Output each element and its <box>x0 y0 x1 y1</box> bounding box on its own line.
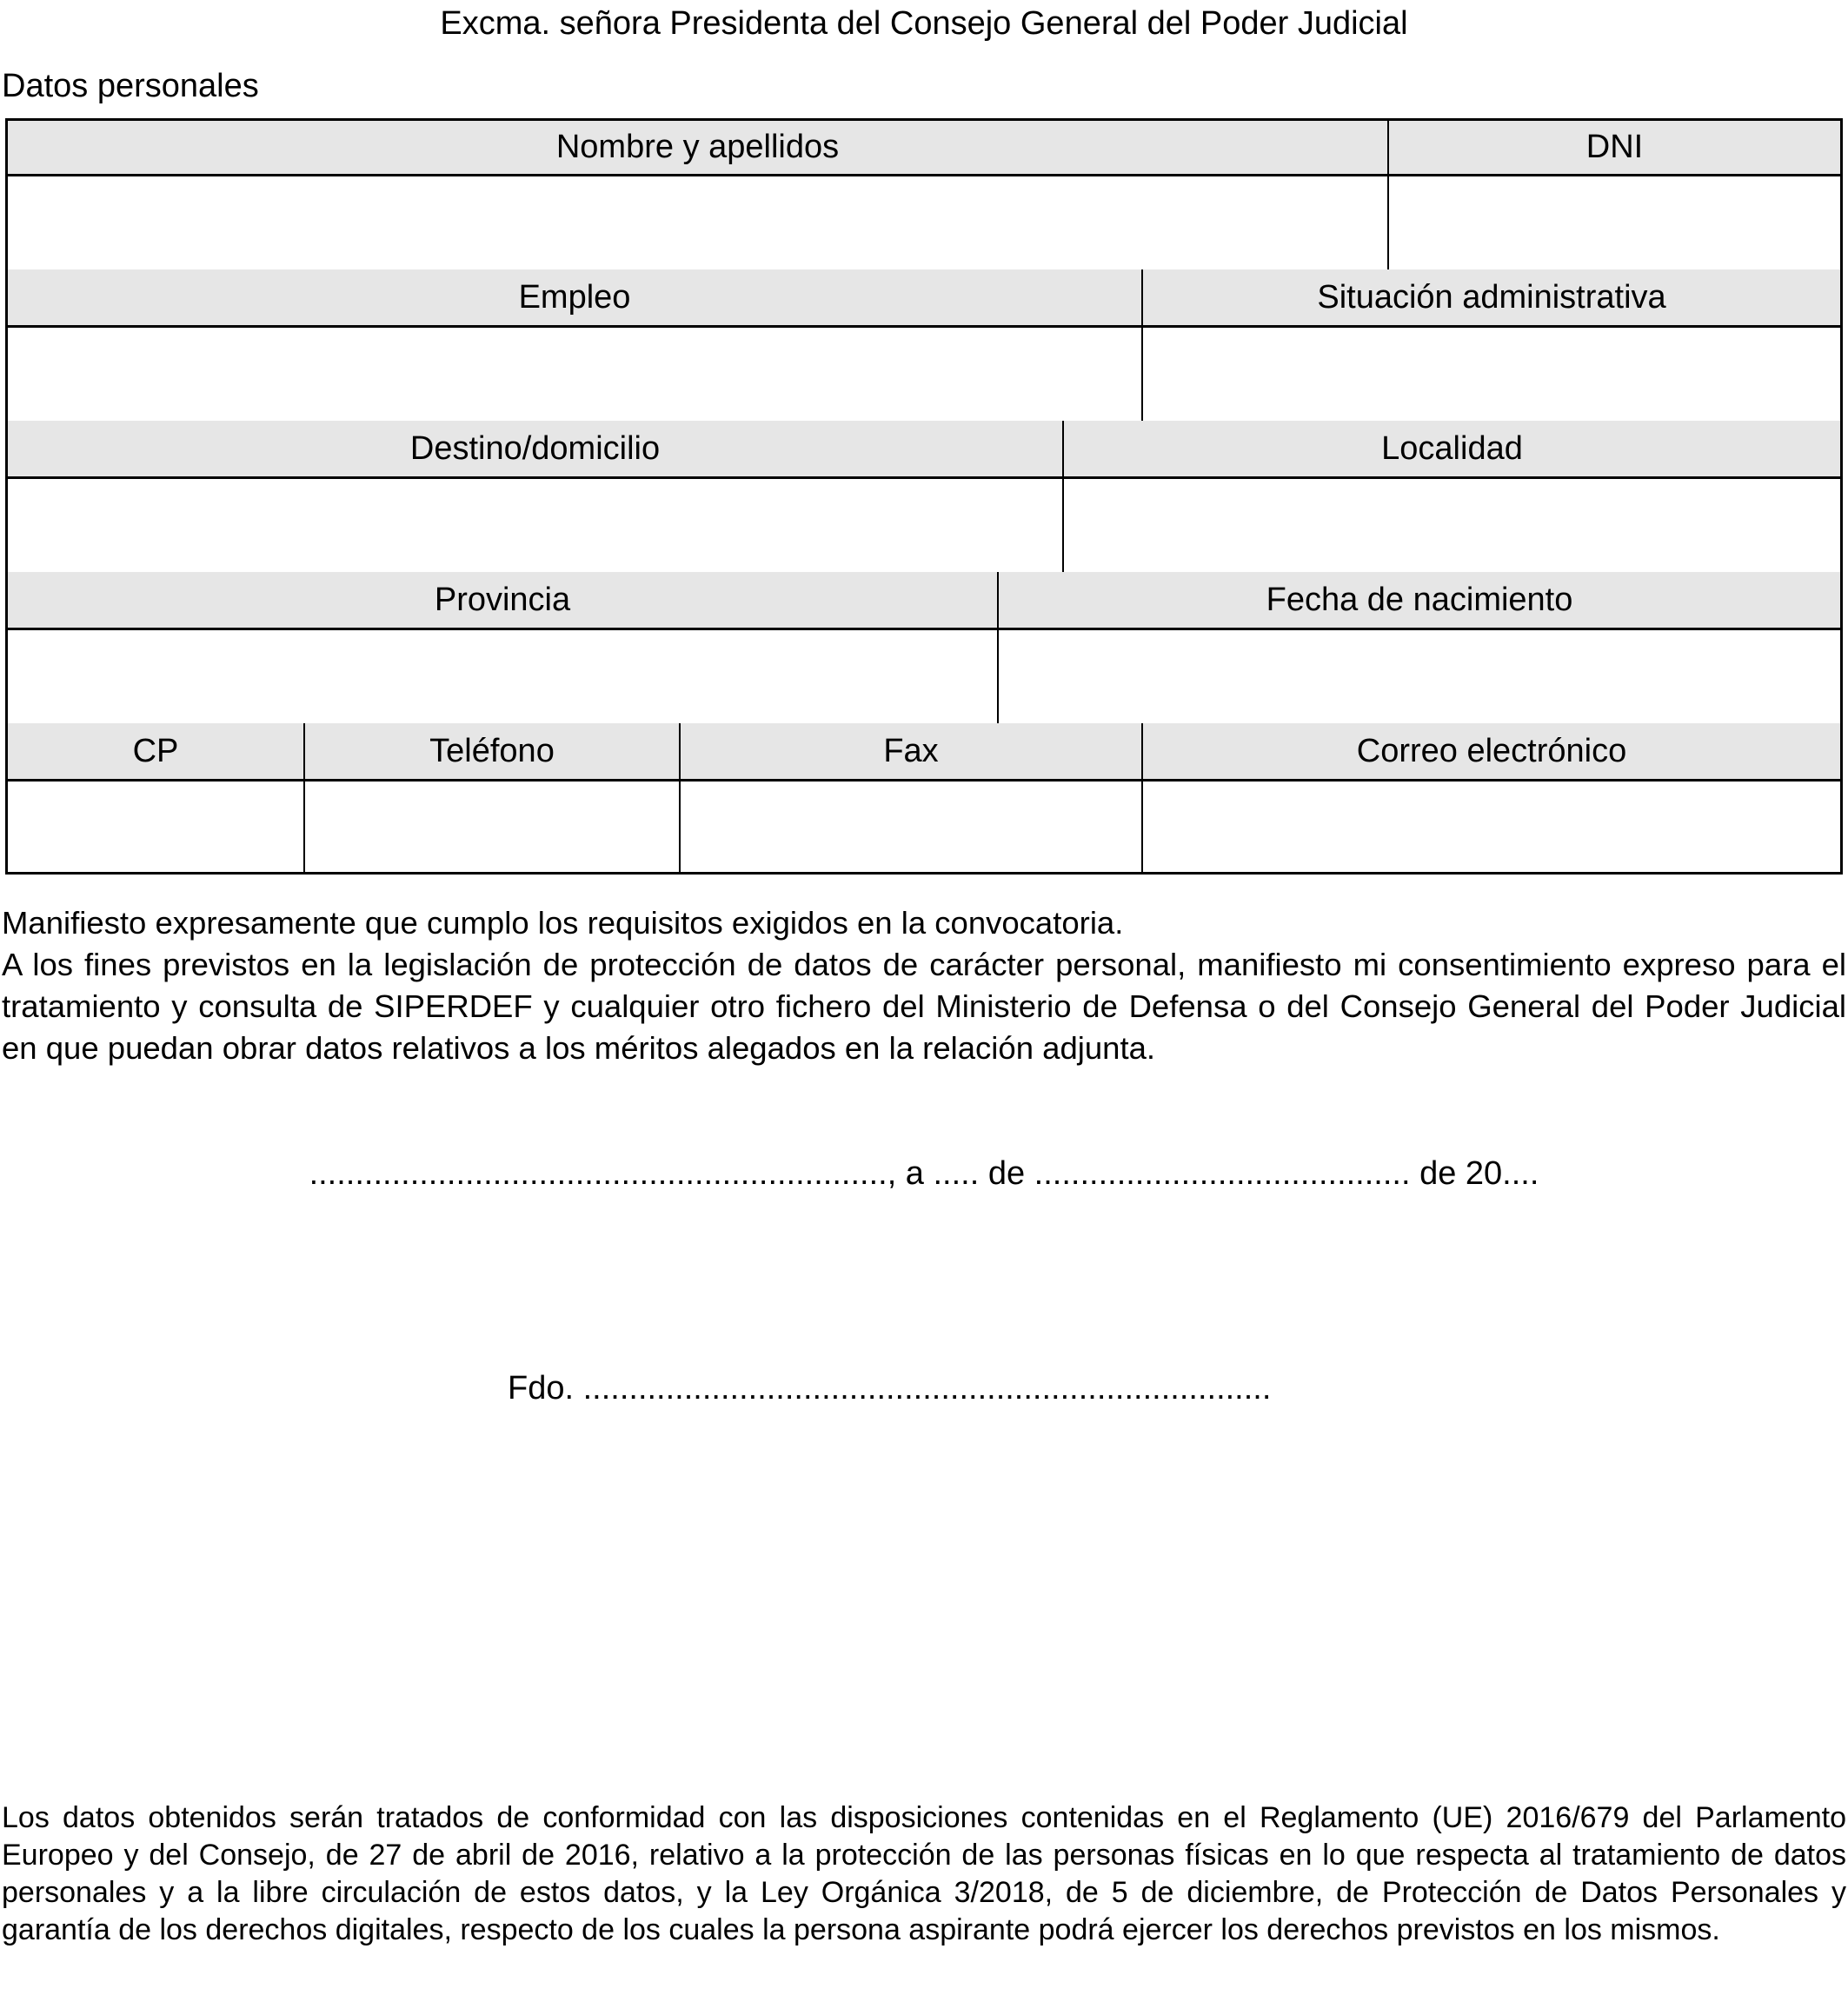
form-input-row <box>5 176 1843 269</box>
nombre-apellidos-field[interactable] <box>8 176 1387 269</box>
label-provincia: Provincia <box>8 572 999 628</box>
correo-electronico-field[interactable] <box>1143 782 1840 872</box>
fax-cell <box>681 782 1143 872</box>
label-destino-domicilio: Destino/domicilio <box>8 421 1064 476</box>
section-title: Datos personales <box>2 68 259 104</box>
form-header-row <box>5 572 1843 630</box>
cp-field[interactable] <box>8 782 303 872</box>
personal-data-form <box>5 118 1843 875</box>
provincia-field[interactable] <box>8 630 997 723</box>
dni-field[interactable] <box>1389 176 1840 269</box>
label-empleo: Empleo <box>8 269 1143 325</box>
telefono-cell <box>305 782 681 872</box>
situacion-administrativa-field[interactable] <box>1143 328 1840 421</box>
localidad-cell <box>1064 479 1840 572</box>
form-header-row <box>5 723 1843 782</box>
form-input-row <box>5 782 1843 875</box>
place-date-line: ..............................................................., a ..... de ......................................... de 20.... <box>309 1155 1539 1192</box>
dni-cell <box>1389 176 1840 269</box>
label-correo-electronico: Correo electrónico <box>1356 732 1627 769</box>
form-header-row <box>5 118 1843 176</box>
label-cp: CP <box>8 723 305 779</box>
empleo-field[interactable] <box>8 328 1141 421</box>
localidad-field[interactable] <box>1064 479 1840 572</box>
label-localidad: Localidad <box>1381 429 1523 467</box>
destino-domicilio-cell <box>8 479 1064 572</box>
consent-statement: A los fines previstos en la legislación de protección de datos de carácter personal, manifiesto mi consentimiento expreso para el tratamiento y consulta de SIPERDEF y cualquier otro fichero del Ministerio de Defensa o del Consejo General del Poder Judicial en que puedan obrar datos relativos a los méritos alegados en la relación adjunta. <box>2 947 1846 1066</box>
label-situacion-administrativa: Situación administrativa <box>1317 278 1666 316</box>
label-telefono: Teléfono <box>305 723 681 779</box>
form-input-row <box>5 328 1843 421</box>
declaration-block <box>2 902 1846 1069</box>
addressee-heading: Excma. señora Presidenta del Consejo General del Poder Judicial <box>440 5 1408 42</box>
situacion-administrativa-cell <box>1143 328 1840 421</box>
fecha-nacimiento-field[interactable] <box>999 630 1840 723</box>
form-input-row <box>5 479 1843 572</box>
signature-line: Fdo. ........................................................................... <box>508 1370 1272 1407</box>
label-fax: Fax <box>681 723 1143 779</box>
cp-cell <box>8 782 305 872</box>
form-header-row <box>5 421 1843 479</box>
label-fecha-nacimiento: Fecha de nacimiento <box>1266 581 1573 618</box>
telefono-field[interactable] <box>305 782 679 872</box>
provincia-cell <box>8 630 999 723</box>
nombre-apellidos-cell <box>8 176 1389 269</box>
fecha-nacimiento-cell <box>999 630 1840 723</box>
label-nombre-apellidos: Nombre y apellidos <box>8 121 1389 174</box>
label-dni: DNI <box>1585 129 1644 165</box>
requirements-statement: Manifiesto expresamente que cumplo los requisitos exigidos en la convocatoria. <box>2 905 1124 941</box>
form-header-row <box>5 269 1843 328</box>
fax-field[interactable] <box>681 782 1141 872</box>
privacy-notice: Los datos obtenidos serán tratados de conformidad con las disposiciones contenidas en el Reglamento (UE) 2016/679 del Parlamento Europeo y del Consejo, de 27 de abril de 2016, relativo a la protección de las personas físicas en lo que respecta al tratamiento de datos personales y a la libre circulación de estos datos, y la Ley Orgánica 3/2018, de 5 de diciembre, de Protección de Datos Personales y garantía de los derechos digitales, respecto de los cuales la persona aspirante podrá ejercer los derechos previstos en los mismos. <box>2 1801 1846 1946</box>
correo-electronico-cell <box>1143 782 1840 872</box>
form-input-row <box>5 630 1843 723</box>
destino-domicilio-field[interactable] <box>8 479 1062 572</box>
empleo-cell <box>8 328 1143 421</box>
